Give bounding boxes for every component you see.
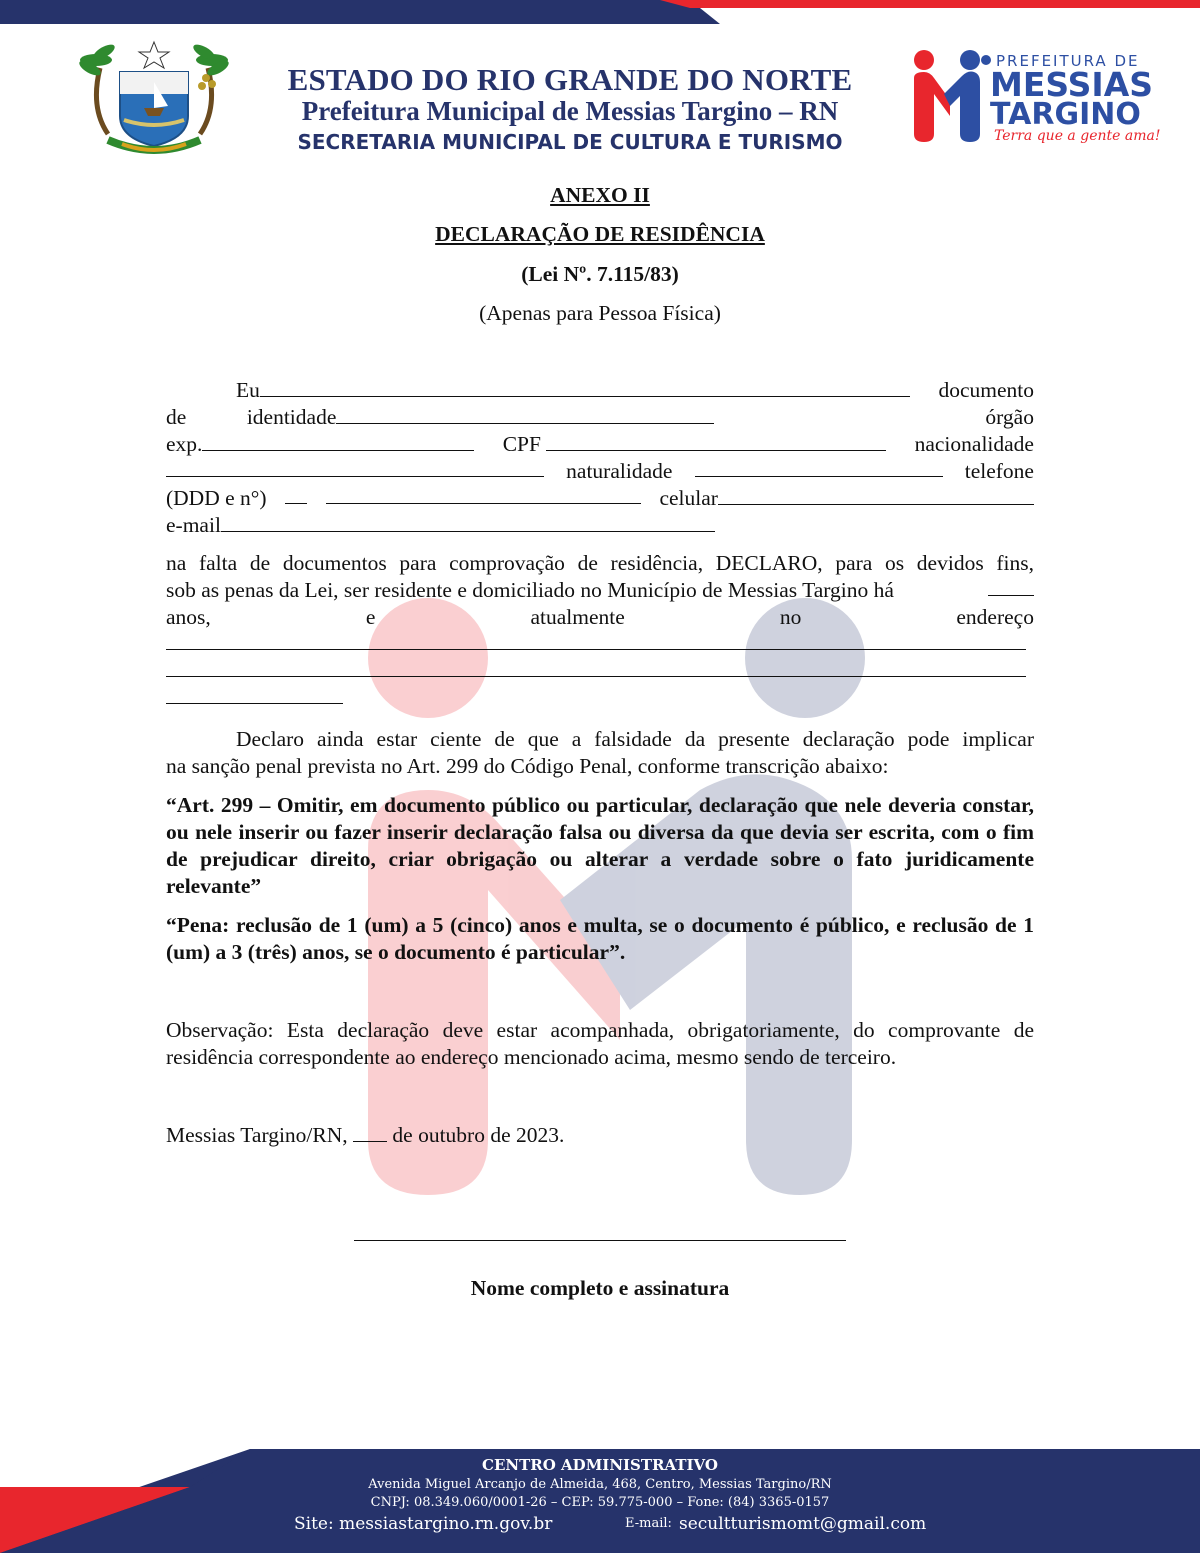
date-rest: de outubro de 2023. <box>392 1123 565 1147</box>
label-nacionalidade: nacionalidade <box>914 432 1034 456</box>
field-email[interactable] <box>221 513 715 532</box>
declaration-text-2: sob as penas da Lei, ser residente e domiciliado no Município de Messias Targino há <box>166 578 894 602</box>
field-mobile[interactable] <box>718 486 1034 505</box>
label-telefone: telefone <box>964 459 1034 483</box>
awareness-paragraph <box>166 726 1034 780</box>
logo-slogan: Terra que a gente ama! <box>994 128 1160 144</box>
signature-line[interactable] <box>354 1240 846 1241</box>
word-anos: anos, <box>166 605 211 629</box>
footer-ids: CNPJ: 08.349.060/0001-26 – CEP: 59.775-000 – Fone: (84) 3365-0157 <box>370 1495 830 1510</box>
field-identity[interactable] <box>336 405 714 424</box>
label-ddd: (DDD e n°) <box>166 486 267 510</box>
secretariat-title: SECRETARIA MUNICIPAL DE CULTURA E TURISMO <box>297 130 843 154</box>
field-day[interactable] <box>353 1123 387 1142</box>
footer-email[interactable]: secultturismomt@gmail.com <box>679 1514 927 1534</box>
field-nationality[interactable] <box>166 458 544 477</box>
form-line-4 <box>166 458 1034 485</box>
logo-prefeitura-de: PREFEITURA DE <box>996 52 1140 70</box>
state-coat-of-arms-icon <box>78 38 230 156</box>
annex-title: ANEXO II <box>550 183 650 207</box>
declaration-line-3 <box>166 604 1034 631</box>
label-eu: Eu <box>236 378 260 402</box>
field-address-line-1[interactable] <box>166 631 1026 650</box>
municipality-title: Prefeitura Municipal de Messias Targino – RN <box>301 96 839 126</box>
label-celular: celular <box>659 486 718 510</box>
field-phone[interactable] <box>326 485 641 504</box>
law-reference: (Lei Nº. 7.115/83) <box>521 262 679 286</box>
footer-email-label: E-mail: <box>625 1516 672 1531</box>
article-299-quote: “Art. 299 – Omitir, em documento público ou particular, declaração que nele deveria constar, ou nele inserir ou fazer inserir declaração falsa ou diversa da que devia ser escrita, com o fim de prejudicar direito, criar obrigação ou alterar a verdade sobre o fato juridicamente relevante” <box>166 793 1034 898</box>
field-address-line-3[interactable] <box>166 685 343 704</box>
label-cpf: CPF <box>502 432 541 456</box>
field-years[interactable] <box>988 577 1034 596</box>
declaration-paragraph <box>166 550 1034 712</box>
label-de: de <box>166 405 187 429</box>
declaration-line-2 <box>166 577 1034 604</box>
messias-targino-logo <box>910 44 1160 149</box>
top-decorative-bar <box>0 0 1200 24</box>
observation-note: Observação: Esta declaração deve estar acompanhada, obrigatoriamente, do comprovante de residência correspondente ao endereço mencionado acima, mesmo sendo de terceiro. <box>166 1018 1034 1069</box>
label-identidade: identidade <box>246 405 337 429</box>
date-place: Messias Targino/RN, <box>166 1123 348 1147</box>
field-address-line-2[interactable] <box>166 658 1026 677</box>
word-e: e <box>365 605 376 629</box>
word-atualmente: atualmente <box>530 605 625 629</box>
field-issuer[interactable] <box>202 432 474 451</box>
field-birthplace[interactable] <box>695 458 943 477</box>
label-documento: documento <box>938 378 1034 402</box>
logo-messias: MESSIAS <box>990 65 1154 104</box>
field-name[interactable] <box>260 378 910 397</box>
field-ddd[interactable] <box>285 485 307 504</box>
field-cpf[interactable] <box>546 432 886 451</box>
logo-targino: TARGINO <box>990 97 1141 132</box>
signature-label: Nome completo e assinatura <box>470 1276 730 1300</box>
word-no: no <box>779 605 802 629</box>
scope-note: (Apenas para Pessoa Física) <box>479 301 721 325</box>
identification-form <box>166 377 1034 539</box>
form-line-5 <box>166 485 1034 512</box>
footer-title: CENTRO ADMINISTRATIVO <box>482 1456 718 1474</box>
label-orgao: órgão <box>985 405 1034 429</box>
label-email: e-mail <box>166 513 221 537</box>
form-line-1 <box>166 377 1034 404</box>
footer-site[interactable]: Site: messiastargino.rn.gov.br <box>294 1514 553 1534</box>
date-line <box>166 1122 1034 1149</box>
awareness-line-1: Declaro ainda estar ciente de que a falsidade da presente declaração pode implicar <box>236 727 1034 751</box>
label-naturalidade: naturalidade <box>566 459 673 483</box>
word-endereco: endereço <box>956 605 1034 629</box>
awareness-line-2: na sanção penal prevista no Art. 299 do Código Penal, conforme transcrição abaixo: <box>166 754 889 778</box>
form-line-3 <box>166 431 1034 458</box>
declaration-line-1: na falta de documentos para comprovação de residência, DECLARO, para os devidos fins, <box>166 551 1034 575</box>
penalty-quote: “Pena: reclusão de 1 (um) a 5 (cinco) anos e multa, se o documento é público, e reclusão de 1 (um) a 3 (três) anos, se o documento é particular”. <box>166 913 1034 964</box>
form-line-2 <box>166 404 1034 431</box>
footer-address: Avenida Miguel Arcanjo de Almeida, 468, Centro, Messias Targino/RN <box>368 1477 832 1492</box>
document-title: DECLARAÇÃO DE RESIDÊNCIA <box>435 222 765 246</box>
form-line-6 <box>166 512 1034 539</box>
state-title: ESTADO DO RIO GRANDE DO NORTE <box>287 62 853 97</box>
label-exp: exp. <box>166 432 203 456</box>
